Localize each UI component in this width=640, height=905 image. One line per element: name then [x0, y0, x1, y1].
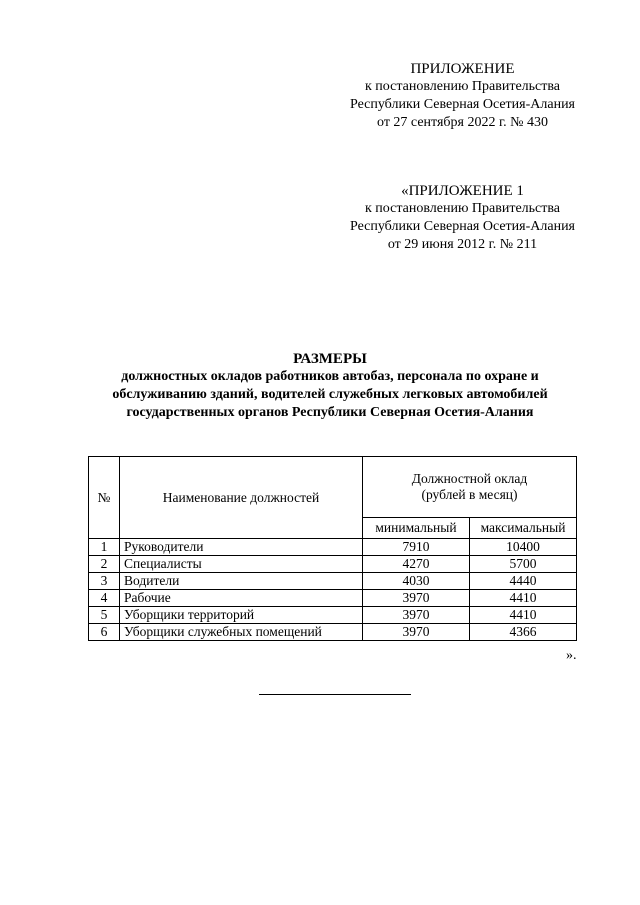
row-min: 3970 [363, 590, 470, 607]
table-row [89, 556, 577, 573]
document-title [60, 350, 600, 422]
header-min: минимальный [363, 518, 470, 539]
annex-current-line1: к постановлению Правительства [364, 79, 561, 94]
table-row [89, 624, 577, 641]
annex-original-line2: Республики Северная Осетия-Алания [350, 219, 575, 234]
closing-quote-mark: ». [566, 648, 577, 663]
row-name: Уборщики территорий [120, 607, 363, 624]
row-name: Уборщики служебных помещений [120, 624, 363, 641]
row-num: 1 [89, 539, 120, 556]
annex-current-line2: Республики Северная Осетия-Алания [350, 97, 575, 112]
row-min: 7910 [363, 539, 470, 556]
row-num: 5 [89, 607, 120, 624]
header-name: Наименование должностей [120, 457, 363, 539]
row-name: Водители [120, 573, 363, 590]
row-max: 4440 [470, 573, 577, 590]
annex-original-block [330, 182, 595, 254]
table-row [89, 539, 577, 556]
annex-original-line1: к постановлению Правительства [364, 201, 561, 216]
annex-original-line3: от 29 июня 2012 г. № 211 [387, 237, 538, 252]
table-row [89, 573, 577, 590]
annex-original-heading: «ПРИЛОЖЕНИЕ 1 [401, 183, 524, 199]
table-row [89, 607, 577, 624]
row-min: 3970 [363, 624, 470, 641]
header-salary-line1: Должностной оклад [411, 471, 528, 486]
title-main: РАЗМЕРЫ [293, 351, 367, 367]
title-line2: обслуживанию зданий, водителей служебных легковых автомобилей [112, 387, 548, 402]
header-num: № [89, 457, 120, 539]
row-max: 5700 [470, 556, 577, 573]
header-salary [363, 457, 577, 518]
title-line1: должностных окладов работников автобаз, персонала по охране и [121, 369, 539, 384]
annex-current-block [330, 60, 595, 132]
header-salary-line2: (рублей в месяц) [421, 487, 518, 502]
title-line3: государственных органов Республики Северная Осетия-Алания [126, 405, 534, 420]
row-num: 4 [89, 590, 120, 607]
row-min: 3970 [363, 607, 470, 624]
row-max: 4410 [470, 590, 577, 607]
row-name: Специалисты [120, 556, 363, 573]
row-min: 4030 [363, 573, 470, 590]
header-max: максимальный [470, 518, 577, 539]
salary-table [88, 456, 577, 641]
table-header-row [89, 457, 577, 518]
row-max: 4366 [470, 624, 577, 641]
annex-current-heading: ПРИЛОЖЕНИЕ [410, 61, 515, 77]
row-num: 6 [89, 624, 120, 641]
row-name: Рабочие [120, 590, 363, 607]
row-max: 4410 [470, 607, 577, 624]
table-row [89, 590, 577, 607]
divider-line [259, 694, 411, 695]
row-num: 2 [89, 556, 120, 573]
row-min: 4270 [363, 556, 470, 573]
row-name: Руководители [120, 539, 363, 556]
row-num: 3 [89, 573, 120, 590]
row-max: 10400 [470, 539, 577, 556]
annex-current-line3: от 27 сентября 2022 г. № 430 [377, 115, 548, 130]
